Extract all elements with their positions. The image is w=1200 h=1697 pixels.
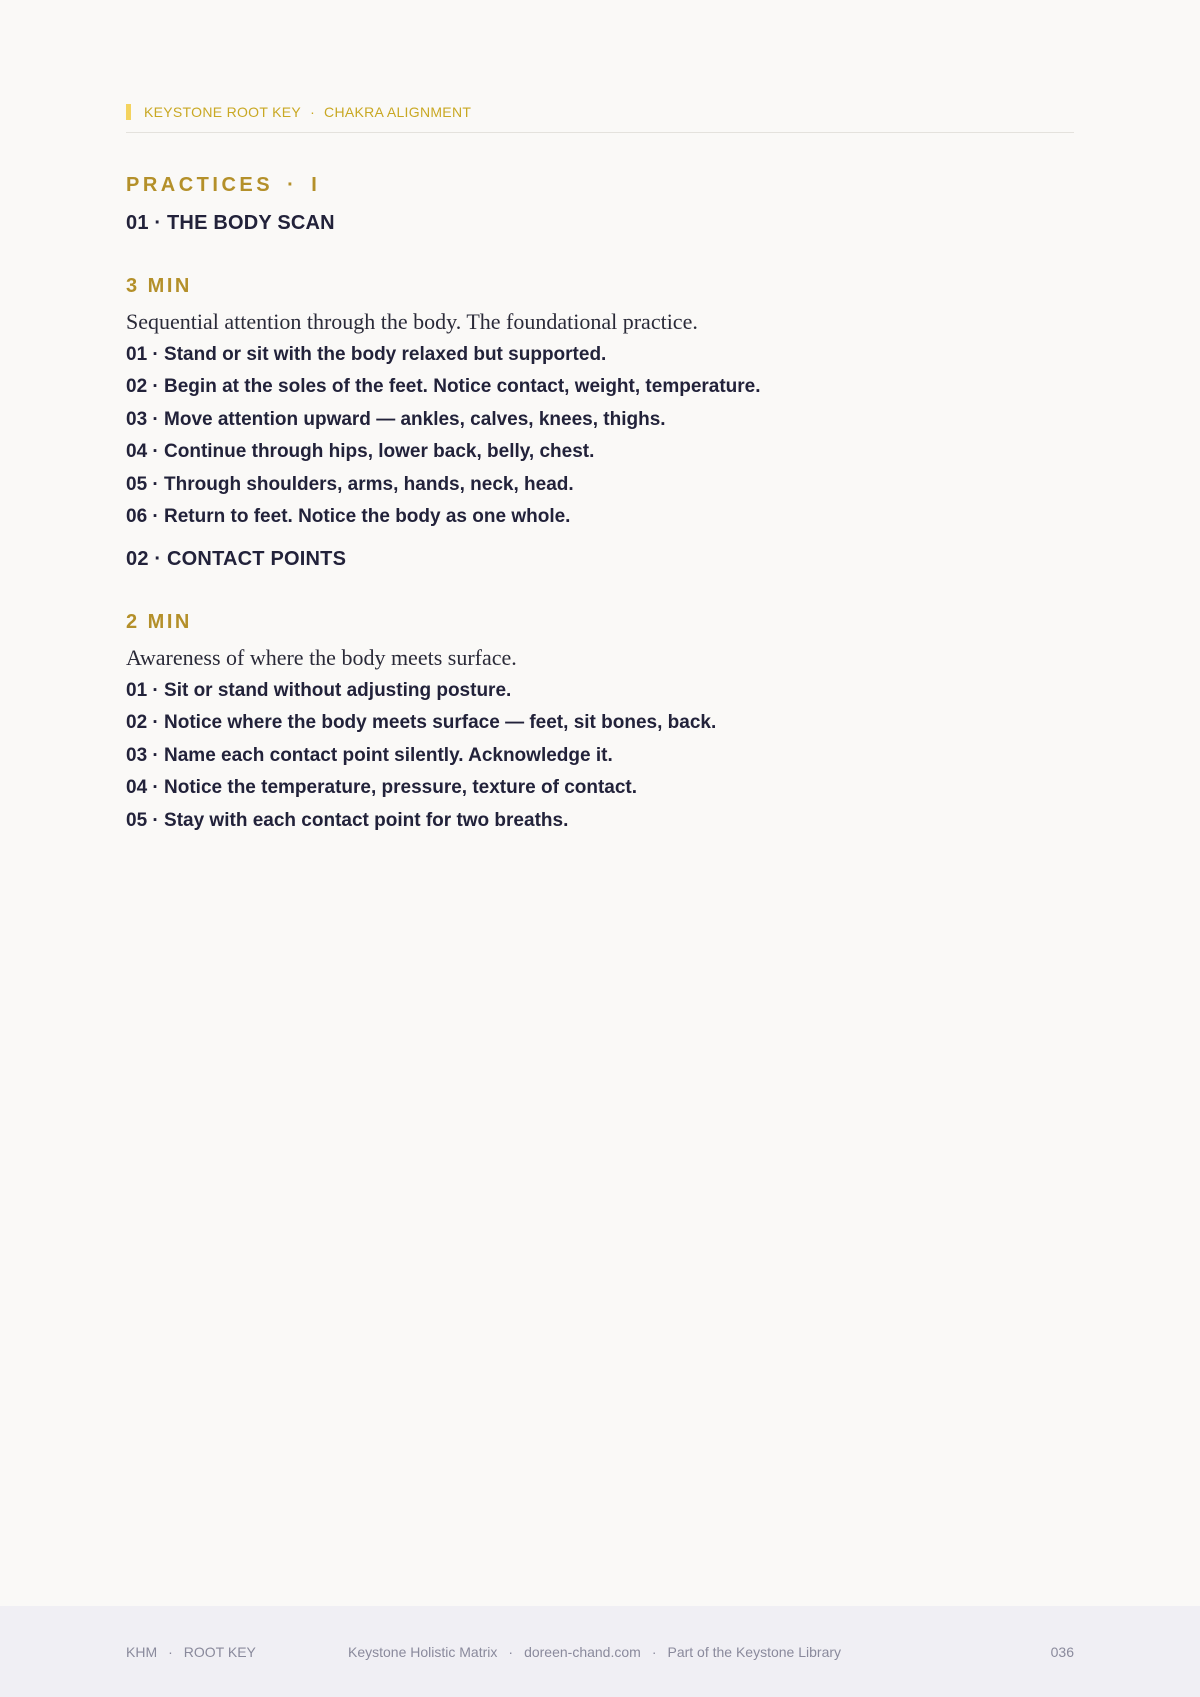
footer-center bbox=[348, 1644, 841, 1660]
practice-summary: Awareness of where the body meets surface. bbox=[126, 645, 517, 670]
section-eyebrow bbox=[126, 174, 320, 197]
practice-contact-points bbox=[126, 548, 1074, 837]
step-item: 05 · Through shoulders, arms, hands, neck, head. bbox=[126, 473, 574, 495]
footer-publication: Keystone Holistic Matrix bbox=[348, 1644, 498, 1660]
step-item: 05 · Stay with each contact point for two breaths. bbox=[126, 809, 569, 831]
page-footer bbox=[0, 1606, 1200, 1697]
practice-steps bbox=[126, 339, 1074, 533]
step-item: 02 · Begin at the soles of the feet. Notice contact, weight, temperature. bbox=[126, 376, 761, 398]
footer-abbrev: KHM bbox=[126, 1644, 158, 1660]
step-item: 02 · Notice where the body meets surface — feet, sit bones, back. bbox=[126, 712, 717, 734]
footer-key: ROOT KEY bbox=[183, 1644, 256, 1660]
footer-page-number: 036 bbox=[1050, 1644, 1074, 1660]
practice-title: 02 · CONTACT POINTS bbox=[126, 548, 347, 570]
step-item: 04 · Continue through hips, lower back, belly, chest. bbox=[126, 441, 595, 463]
step-item: 01 · Sit or stand without adjusting posture. bbox=[126, 680, 512, 701]
footer-separator: · bbox=[168, 1644, 173, 1660]
section-numeral: I bbox=[311, 174, 321, 196]
footer-library: Part of the Keystone Library bbox=[667, 1644, 842, 1660]
practice-title: 01 · THE BODY SCAN bbox=[126, 212, 335, 234]
step-item: 03 · Move attention upward — ankles, calves, knees, thighs. bbox=[126, 408, 666, 430]
step-item: 03 · Name each contact point silently. Acknowledge it. bbox=[126, 744, 613, 766]
footer-separator: · bbox=[651, 1644, 657, 1660]
header-series-title: KEYSTONE ROOT KEY bbox=[144, 104, 302, 120]
section-label: PRACTICES bbox=[126, 174, 274, 196]
practice-body-scan bbox=[126, 212, 1074, 533]
section-separator: · bbox=[287, 174, 298, 196]
step-item: 01 · Stand or sit with the body relaxed but supported. bbox=[126, 344, 607, 365]
header-chapter-title: CHAKRA ALIGNMENT bbox=[324, 104, 472, 120]
practice-duration: 3 MIN bbox=[126, 275, 192, 297]
practice-steps bbox=[126, 675, 1074, 837]
footer-separator: · bbox=[508, 1644, 514, 1660]
practice-duration: 2 MIN bbox=[126, 611, 192, 633]
step-item: 04 · Notice the temperature, pressure, texture of contact. bbox=[126, 777, 638, 799]
header-marker bbox=[126, 104, 131, 120]
header-separator: · bbox=[310, 104, 316, 120]
footer-left bbox=[126, 1644, 256, 1660]
step-item: 06 · Return to feet. Notice the body as one whole. bbox=[126, 505, 571, 527]
footer-website-link[interactable]: doreen-chand.com bbox=[524, 1644, 641, 1660]
running-header bbox=[126, 104, 1074, 133]
practice-summary: Sequential attention through the body. The foundational practice. bbox=[126, 309, 698, 334]
